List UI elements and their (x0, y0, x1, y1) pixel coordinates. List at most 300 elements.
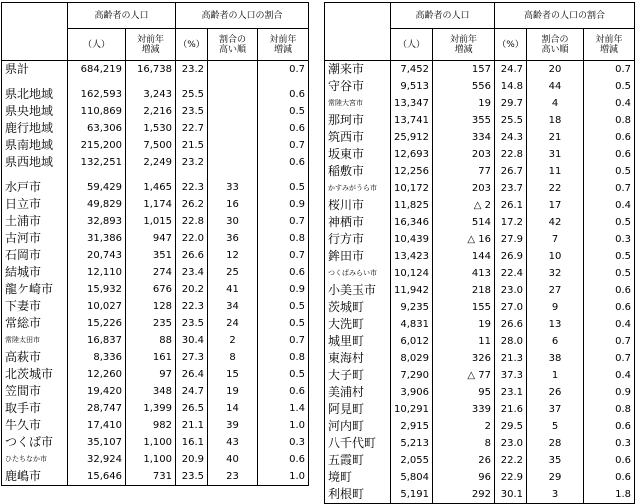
population-change: 982 (126, 417, 176, 434)
ratio-rank: 13 (527, 316, 584, 333)
population-change: 556 (433, 78, 495, 95)
municipality-name: 龍ケ崎市 (2, 281, 68, 298)
ratio-change: 0.4 (584, 316, 635, 333)
municipality-name: 常陸大宮市 (325, 95, 391, 112)
elderly-ratio: 21.3 (495, 350, 527, 367)
table-row (325, 486, 635, 504)
elderly-ratio: 23.4 (176, 264, 208, 281)
table-body-right (325, 61, 635, 504)
elderly-population: 110,869 (68, 103, 126, 120)
ratio-rank: 1 (527, 367, 584, 384)
ratio-change: 0.5 (584, 265, 635, 282)
ratio-rank (208, 61, 258, 79)
table-row (2, 86, 309, 103)
ratio-rank: 5 (527, 418, 584, 435)
ratio-rank (208, 120, 258, 137)
ratio-change: 0.6 (584, 452, 635, 469)
table-row (2, 137, 309, 154)
elderly-ratio: 22.8 (495, 146, 527, 163)
ratio-rank: 42 (527, 214, 584, 231)
ratio-change: 0.6 (584, 299, 635, 316)
elderly-ratio: 20.9 (176, 451, 208, 468)
elderly-population: 9,235 (391, 299, 433, 316)
municipality-name: つくば市 (2, 434, 68, 451)
elderly-population: 15,932 (68, 281, 126, 298)
ratio-change: 0.5 (258, 366, 309, 383)
header-blank (2, 3, 68, 61)
elderly-ratio: 21.1 (176, 417, 208, 434)
ratio-change: 1.4 (258, 400, 309, 417)
table-row (325, 265, 635, 282)
spacer-cell (68, 171, 126, 179)
table-row (2, 120, 309, 137)
elderly-ratio: 30.4 (176, 332, 208, 349)
table-row (325, 248, 635, 265)
municipality-name: 神栖市 (325, 214, 391, 231)
municipality-name: 那珂市 (325, 112, 391, 129)
elderly-ratio: 23.5 (176, 103, 208, 120)
spacer-row (2, 171, 309, 179)
municipality-name: 高萩市 (2, 349, 68, 366)
ratio-change: 0.5 (258, 179, 309, 196)
ratio-rank: 30 (208, 213, 258, 230)
table-row (325, 350, 635, 367)
table-row (325, 452, 635, 469)
municipality-name: 笠間市 (2, 383, 68, 400)
table-row (325, 163, 635, 180)
ratio-change: 0.3 (258, 434, 309, 451)
municipality-name: 鹿行地域 (2, 120, 68, 137)
elderly-ratio: 24.7 (176, 383, 208, 400)
population-change: 1,465 (126, 179, 176, 196)
elderly-population: 63,306 (68, 120, 126, 137)
ratio-change: 0.5 (584, 78, 635, 95)
spacer-cell (176, 78, 208, 86)
ratio-change: 0.9 (584, 384, 635, 401)
table-row (2, 417, 309, 434)
population-change: △ 77 (433, 367, 495, 384)
ratio-rank: 35 (527, 452, 584, 469)
ratio-rank (208, 103, 258, 120)
ratio-rank: 10 (527, 248, 584, 265)
ratio-change: 0.7 (258, 137, 309, 154)
municipality-name: 境町 (325, 469, 391, 486)
population-change: 88 (126, 332, 176, 349)
municipality-name: 鹿嶋市 (2, 468, 68, 486)
population-change: 1,100 (126, 434, 176, 451)
ratio-change: 0.5 (258, 103, 309, 120)
ratio-change: 0.6 (258, 383, 309, 400)
population-change: 2,216 (126, 103, 176, 120)
municipality-name: 城里町 (325, 333, 391, 350)
elderly-ratio: 20.2 (176, 281, 208, 298)
ratio-rank: 15 (208, 366, 258, 383)
population-change: 413 (433, 265, 495, 282)
population-change: 203 (433, 146, 495, 163)
population-change: 1,015 (126, 213, 176, 230)
table-row (2, 468, 309, 486)
ratio-rank: 6 (527, 333, 584, 350)
municipality-name: 守谷市 (325, 78, 391, 95)
table-row (2, 349, 309, 366)
ratio-change: 0.5 (258, 298, 309, 315)
elderly-ratio: 24.7 (495, 61, 527, 79)
ratio-change: 0.8 (258, 349, 309, 366)
ratio-rank: 39 (208, 417, 258, 434)
elderly-population: 35,107 (68, 434, 126, 451)
elderly-ratio: 25.5 (495, 112, 527, 129)
elderly-population: 132,251 (68, 154, 126, 171)
header-elderly-ratio: 高齢者の人口の割合 (176, 3, 309, 29)
elderly-ratio: 22.7 (176, 120, 208, 137)
elderly-population: 25,912 (391, 129, 433, 146)
elderly-population: 15,226 (68, 315, 126, 332)
population-change: 128 (126, 298, 176, 315)
municipality-name: 八千代町 (325, 435, 391, 452)
elderly-ratio: 23.2 (176, 154, 208, 171)
ratio-rank: 34 (208, 298, 258, 315)
elderly-ratio: 23.5 (176, 468, 208, 486)
spacer-cell (208, 78, 258, 86)
municipality-name: 水戸市 (2, 179, 68, 196)
municipality-name: 常陸太田市 (2, 332, 68, 349)
ratio-rank: 40 (208, 451, 258, 468)
population-change: 292 (433, 486, 495, 504)
table-row (2, 61, 309, 79)
table-row (2, 247, 309, 264)
elderly-ratio: 22.3 (176, 298, 208, 315)
table-row (325, 129, 635, 146)
elderly-population: 7,290 (391, 367, 433, 384)
population-change: 348 (126, 383, 176, 400)
elderly-population: 11,942 (391, 282, 433, 299)
population-change: 326 (433, 350, 495, 367)
elderly-ratio: 23.5 (176, 315, 208, 332)
elderly-population: 32,893 (68, 213, 126, 230)
elderly-ratio: 26.7 (495, 163, 527, 180)
ratio-change: 0.5 (584, 214, 635, 231)
population-change: 676 (126, 281, 176, 298)
population-change: 1,100 (126, 451, 176, 468)
table-row (325, 316, 635, 333)
ratio-change: 0.3 (584, 435, 635, 452)
spacer-cell (126, 78, 176, 86)
elderly-population: 8,029 (391, 350, 433, 367)
ratio-rank (208, 137, 258, 154)
ratio-change: 0.8 (584, 401, 635, 418)
population-change: 351 (126, 247, 176, 264)
ratio-rank: 16 (208, 196, 258, 213)
elderly-population: 31,386 (68, 230, 126, 247)
elderly-population: 32,924 (68, 451, 126, 468)
municipality-name: 結城市 (2, 264, 68, 281)
table-row (2, 366, 309, 383)
table-row (2, 451, 309, 468)
municipality-name: 美浦村 (325, 384, 391, 401)
municipality-name: 県北地域 (2, 86, 68, 103)
population-change: 1,174 (126, 196, 176, 213)
ratio-change: 0.7 (584, 61, 635, 79)
table-row (2, 230, 309, 247)
table-row (325, 231, 635, 248)
ratio-rank: 32 (527, 265, 584, 282)
table-row (325, 401, 635, 418)
header-blank (325, 3, 391, 61)
ratio-change: 1.8 (584, 486, 635, 504)
population-change: 334 (433, 129, 495, 146)
elderly-population: 8,336 (68, 349, 126, 366)
population-change: 3,243 (126, 86, 176, 103)
municipality-name: 取手市 (2, 400, 68, 417)
elderly-ratio: 26.6 (176, 247, 208, 264)
elderly-ratio: 26.5 (176, 400, 208, 417)
municipality-name: 鉾田市 (325, 248, 391, 265)
ratio-rank: 26 (527, 384, 584, 401)
ratio-change: 0.6 (258, 154, 309, 171)
spacer-cell (258, 78, 309, 86)
population-change: 155 (433, 299, 495, 316)
elderly-ratio: 26.9 (495, 248, 527, 265)
population-change: 947 (126, 230, 176, 247)
municipality-name: 稲敷市 (325, 163, 391, 180)
elderly-ratio: 26.6 (495, 316, 527, 333)
ratio-change: 0.6 (584, 418, 635, 435)
municipality-name: 古河市 (2, 230, 68, 247)
elderly-population: 13,347 (391, 95, 433, 112)
ratio-change: 0.3 (584, 231, 635, 248)
header-percent: （%） (176, 29, 208, 61)
ratio-change: 0.5 (584, 248, 635, 265)
ratio-rank: 38 (527, 350, 584, 367)
elderly-population: 5,213 (391, 435, 433, 452)
ratio-rank: 33 (208, 179, 258, 196)
header-rank: 割合の 高い順 (208, 29, 258, 61)
ratio-change: 0.7 (584, 350, 635, 367)
municipality-name: 北茨城市 (2, 366, 68, 383)
elderly-population: 16,837 (68, 332, 126, 349)
elderly-ratio: 22.3 (176, 179, 208, 196)
elderly-population: 12,693 (391, 146, 433, 163)
elderly-ratio: 23.7 (495, 180, 527, 197)
elderly-population: 684,219 (68, 61, 126, 79)
elderly-ratio: 29.7 (495, 95, 527, 112)
ratio-change: 0.6 (584, 146, 635, 163)
table-row (325, 95, 635, 112)
ratio-rank: 11 (527, 163, 584, 180)
ratio-rank: 2 (208, 332, 258, 349)
elderly-ratio: 30.1 (495, 486, 527, 504)
municipality-name: 東海村 (325, 350, 391, 367)
elderly-population: 49,829 (68, 196, 126, 213)
elderly-ratio: 27.0 (495, 299, 527, 316)
population-change: 1,530 (126, 120, 176, 137)
ratio-change: 1.0 (258, 468, 309, 486)
spacer-cell (208, 171, 258, 179)
elderly-ratio: 22.4 (495, 265, 527, 282)
ratio-rank: 43 (208, 434, 258, 451)
population-change: △ 16 (433, 231, 495, 248)
ratio-rank: 29 (527, 469, 584, 486)
population-change: 218 (433, 282, 495, 299)
ratio-rank: 18 (527, 112, 584, 129)
elderly-ratio: 22.2 (495, 452, 527, 469)
population-change: 8 (433, 435, 495, 452)
table-row (325, 282, 635, 299)
ratio-change: 0.6 (258, 264, 309, 281)
table-row (325, 146, 635, 163)
municipality-name: 五霞町 (325, 452, 391, 469)
elderly-population: 215,200 (68, 137, 126, 154)
ratio-change: 0.7 (584, 180, 635, 197)
ratio-change: 0.8 (584, 112, 635, 129)
table-row (2, 281, 309, 298)
elderly-population: 9,513 (391, 78, 433, 95)
municipality-name: 日立市 (2, 196, 68, 213)
table-row (2, 179, 309, 196)
elderly-population: 10,291 (391, 401, 433, 418)
header-yoy-ratio: 対前年 増減 (258, 29, 309, 61)
municipality-name: 土浦市 (2, 213, 68, 230)
ratio-rank: 41 (208, 281, 258, 298)
municipality-name: 県南地域 (2, 137, 68, 154)
ratio-change: 0.6 (258, 120, 309, 137)
ratio-change: 0.7 (258, 247, 309, 264)
elderly-population: 3,906 (391, 384, 433, 401)
elderly-ratio: 22.0 (176, 230, 208, 247)
stats-table-left (1, 2, 309, 486)
population-change: 26 (433, 452, 495, 469)
municipality-name: 大子町 (325, 367, 391, 384)
elderly-ratio: 27.9 (495, 231, 527, 248)
population-change: 144 (433, 248, 495, 265)
municipality-name: 常総市 (2, 315, 68, 332)
municipality-name: 下妻市 (2, 298, 68, 315)
spacer-cell (2, 78, 68, 86)
population-change: 203 (433, 180, 495, 197)
municipality-name: 県央地域 (2, 103, 68, 120)
table-row (325, 299, 635, 316)
stats-table-right (324, 2, 635, 504)
ratio-rank: 37 (527, 401, 584, 418)
ratio-rank: 9 (527, 299, 584, 316)
ratio-rank: 31 (527, 146, 584, 163)
ratio-rank: 8 (208, 349, 258, 366)
elderly-ratio: 17.2 (495, 214, 527, 231)
spacer-cell (126, 171, 176, 179)
table-row (2, 315, 309, 332)
municipality-name: かすみがうら市 (325, 180, 391, 197)
table-row (325, 384, 635, 401)
elderly-ratio: 29.5 (495, 418, 527, 435)
elderly-ratio: 23.0 (495, 282, 527, 299)
elderly-population: 12,256 (391, 163, 433, 180)
ratio-change: 0.7 (258, 213, 309, 230)
elderly-population: 2,055 (391, 452, 433, 469)
elderly-population: 28,747 (68, 400, 126, 417)
elderly-ratio: 24.3 (495, 129, 527, 146)
population-change: 95 (433, 384, 495, 401)
table-row (2, 434, 309, 451)
table-row (2, 154, 309, 171)
elderly-population: 7,452 (391, 61, 433, 79)
elderly-ratio: 27.3 (176, 349, 208, 366)
elderly-population: 162,593 (68, 86, 126, 103)
elderly-ratio: 21.6 (495, 401, 527, 418)
population-change: 11 (433, 333, 495, 350)
elderly-population: 20,743 (68, 247, 126, 264)
table-row (325, 469, 635, 486)
municipality-name: 茨城町 (325, 299, 391, 316)
spacer-cell (68, 78, 126, 86)
table-row (325, 197, 635, 214)
municipality-name: 行方市 (325, 231, 391, 248)
ratio-change: 0.7 (584, 333, 635, 350)
population-change: 157 (433, 61, 495, 79)
elderly-population: 15,646 (68, 468, 126, 486)
population-change: 16,738 (126, 61, 176, 79)
elderly-population: 12,260 (68, 366, 126, 383)
elderly-population: 5,191 (391, 486, 433, 504)
ratio-rank: 27 (527, 282, 584, 299)
ratio-rank: 24 (208, 315, 258, 332)
spacer-cell (2, 171, 68, 179)
header-elderly-ratio: 高齢者の人口の割合 (495, 3, 635, 29)
municipality-name: 潮来市 (325, 61, 391, 79)
table-row (2, 400, 309, 417)
ratio-change: 0.4 (584, 95, 635, 112)
ratio-change: 0.5 (584, 163, 635, 180)
elderly-ratio: 25.5 (176, 86, 208, 103)
population-change: △ 2 (433, 197, 495, 214)
table-row (2, 264, 309, 281)
population-change: 274 (126, 264, 176, 281)
population-change: 19 (433, 316, 495, 333)
ratio-rank: 28 (527, 435, 584, 452)
ratio-rank: 19 (208, 383, 258, 400)
spacer-row (2, 78, 309, 86)
ratio-rank: 23 (208, 468, 258, 486)
table-row (2, 298, 309, 315)
population-change: 514 (433, 214, 495, 231)
elderly-ratio: 37.3 (495, 367, 527, 384)
ratio-rank (208, 154, 258, 171)
table-row (2, 103, 309, 120)
table-row (325, 418, 635, 435)
municipality-name: 利根町 (325, 486, 391, 504)
municipality-name: 県西地域 (2, 154, 68, 171)
table-row (325, 180, 635, 197)
elderly-ratio: 16.1 (176, 434, 208, 451)
elderly-population: 11,825 (391, 197, 433, 214)
municipality-name: 河内町 (325, 418, 391, 435)
elderly-population: 4,831 (391, 316, 433, 333)
header-rank: 割合の 高い順 (527, 29, 584, 61)
elderly-ratio: 26.4 (176, 366, 208, 383)
header-persons: （人） (391, 29, 433, 61)
table-row (2, 213, 309, 230)
ratio-rank: 3 (527, 486, 584, 504)
ratio-rank: 22 (527, 180, 584, 197)
ratio-change: 0.6 (258, 86, 309, 103)
municipality-name: つくばみらい市 (325, 265, 391, 282)
elderly-population: 2,915 (391, 418, 433, 435)
population-change: 97 (126, 366, 176, 383)
ratio-rank: 25 (208, 264, 258, 281)
municipality-name: ひたちなか市 (2, 451, 68, 468)
elderly-ratio: 21.5 (176, 137, 208, 154)
ratio-rank: 36 (208, 230, 258, 247)
ratio-rank (208, 86, 258, 103)
